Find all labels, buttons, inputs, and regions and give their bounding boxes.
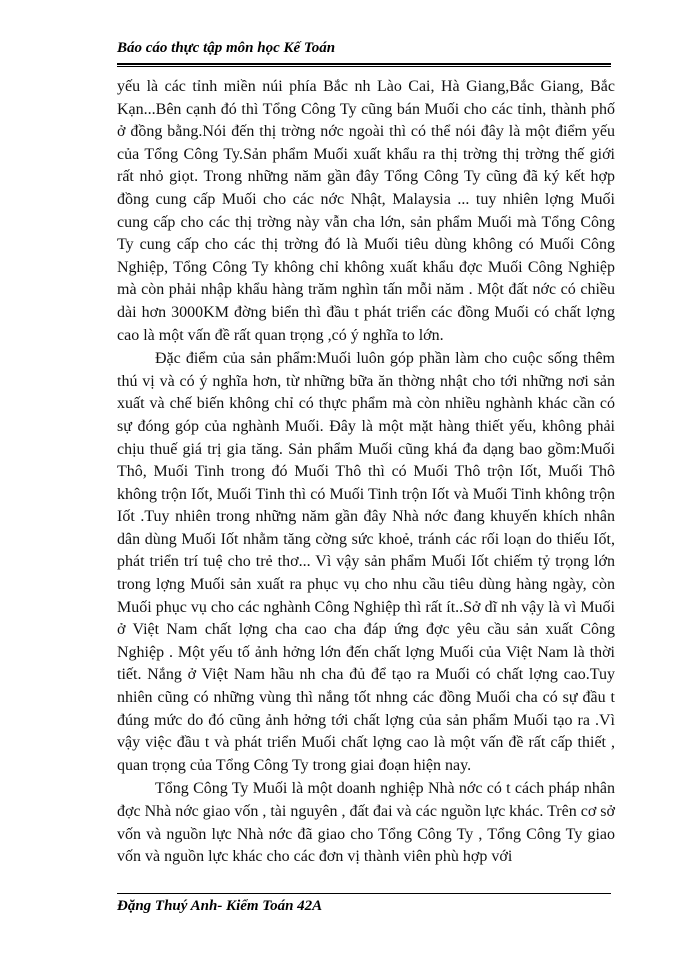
paragraph-1: yếu là các tỉnh miền núi phía Bắc nh Lào Cai, Hà Giang,Bắc Giang, Bắc Kạn...Bên cạnh đó thì Tổng Công Ty cũng bán Muối cho các tỉnh, thành phố ở đồng bằng.Nói đến thị trờng nớc ngoài thì có thể nói đây là một điểm yếu của Tổng Công Ty.Sản phẩm Muối xuất khẩu ra thị trờng thị trờng thế giới rất nhỏ giọt. Trong những năm gần đây Tổng Công Ty cũng đã ký kết hợp đồng cung cấp Muối cho các nớc Nhật, Malaysia ... tuy nhiên lợng Muối cung cấp cho các thị trờng này vẫn cha lớn, sản phẩm Muối mà Tổng Công Ty cung cấp cho các thị trờng đó là Muối tiêu dùng không có Muối Công Nghiệp, Tổng Công Ty không chỉ không xuất khẩu đợc Muối Công Nghiệp mà còn phải nhập khẩu hàng trăm nghìn tấn mỗi năm . Một đất nớc có chiều dài hơn 3000KM đờng biển thì đầu t phát triển các đồng Muối có chất lợng cao là một vấn đề rất quan trọng ,có ý nghĩa to lớn.	[117, 78, 615, 344]
paragraph-2: Đặc điểm của sản phẩm:Muối luôn góp phần làm cho cuộc sống thêm thú vị và có ý nghĩa hơn, từ những bữa ăn thờng nhật cho tới những nơi sản xuất và chế biến không chỉ có thực phẩm mà còn nhiều nghành khác cần có sự đóng góp của nghành Muối. Đây là một mặt hàng thiết yếu, không phải chịu thuế giá trị gia tăng. Sản phẩm Muối cũng khá đa dạng bao gồm:Muối Thô, Muối Tinh trong đó Muối Thô thì có Muối Thô trộn Iốt, Muối Thô không trộn Iốt, Muối Tinh thì có Muối Tinh trộn Iốt và Muối Tinh không trộn Iốt .Tuy nhiên trong những năm gần đây Nhà nớc đang khuyến khích nhân dân dùng Muối Iốt nhằm tăng cờng sức khoẻ, tránh các rối loạn do thiếu Iốt, phát triển trí tuệ cho trẻ thơ... Vì vậy sản phẩm Muối Iốt chiếm tỷ trọng lớn trong lợng Muối sản xuất ra phục vụ cho nhu cầu tiêu dùng hàng ngày, còn Muối phục vụ cho các nghành Công Nghiệp thì rất ít..Sở dĩ nh vậy là vì Muối ở Việt Nam chất lợng cha cao cha đáp ứng đợc yêu cầu sản xuất Công Nghiệp . Một yếu tố ảnh hởng lớn đến chất lợng Muối của Việt Nam là thời tiết. Nắng ở Việt Nam hầu nh cha đủ để tạo ra Muối có chất lợng cao.Tuy nhiên cũng có những vùng thì nắng tốt nhng các đồng Muối cha có sự đầu t đúng mức do đó cũng ảnh hởng tới chất lợng của sản phẩm Muối tạo ra .Vì vậy việc đầu t và phát triển Muối chất lợng cao là một vấn đề rất cấp thiết , quan trọng của Tổng Công Ty trong giai đoạn hiện nay.	[117, 350, 615, 774]
page-footer-author: Đặng Thuý Anh- Kiểm Toán 42A	[117, 898, 323, 914]
paragraph-3: Tổng Công Ty Muối là một doanh nghiệp Nhà nớc có t cách pháp nhân đợc Nhà nớc giao vốn , tài nguyên , đất đai và các nguồn lực khác. Trên cơ sở vốn và nguồn lực Nhà nớc đã giao cho Tổng Công Ty , Tổng Công Ty giao vốn và nguồn lực khác cho các đơn vị thành viên phù hợp với	[117, 780, 615, 866]
document-body	[117, 76, 615, 870]
header-divider	[117, 63, 611, 65]
page-header-title: Báo cáo thực tập môn học Kế Toán	[117, 40, 336, 56]
footer-divider	[117, 893, 611, 894]
header-divider-thin	[117, 66, 611, 67]
